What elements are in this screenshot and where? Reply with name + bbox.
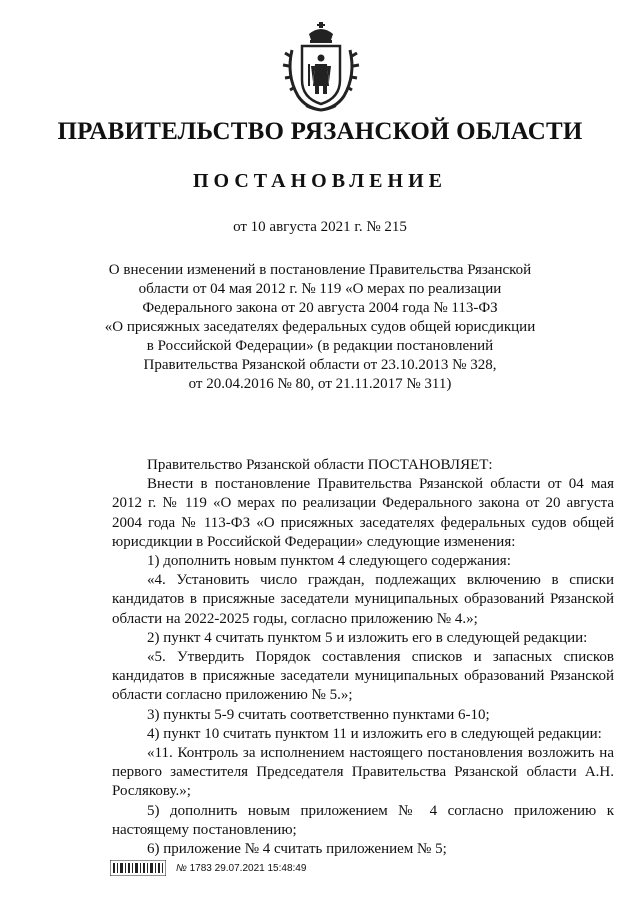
organization-title: ПРАВИТЕЛЬСТВО РЯЗАНСКОЙ ОБЛАСТИ	[57, 118, 583, 145]
list-item: 2) пункт 4 считать пунктом 5 и изложить его в следующей редакции:	[147, 629, 588, 646]
resolution-statement: Правительство Рязанской области ПОСТАНОВЛЯЕТ:	[147, 457, 493, 473]
list-item: 4) пункт 10 считать пунктом 11 и изложить его в следующей редакции:	[147, 725, 602, 742]
list-item: 6) приложение № 4 считать приложением № 5;	[147, 841, 447, 858]
subject-line: от 20.04.2016 № 80, от 21.11.2017 № 311)	[188, 376, 452, 392]
document-type: ПОСТАНОВЛЕНИЕ	[193, 170, 447, 192]
number-mark: №	[176, 863, 187, 874]
subject-line: О внесении изменений в постановление Правительства Рязанской	[108, 262, 532, 278]
quoted-paragraph: «4. Установить число граждан, подлежащих включению в списки кандидатов в присяжные заседатели муниципальных образований Рязанской области на 2022-2025 годы, согласно приложению № 4.»;	[112, 572, 614, 627]
quoted-paragraph: «5. Утвердить Порядок составления списков и запасных списков кандидатов в присяжные заседатели муниципальных образований Рязанской области согласно приложению № 5.»;	[112, 649, 614, 704]
subject-line: Правительства Рязанской области от 23.10.2013 № 328,	[143, 357, 497, 373]
list-item: 1) дополнить новым пунктом 4 следующего содержания:	[147, 553, 511, 570]
list-item: 3) пункты 5-9 считать соответственно пунктами 6-10;	[147, 706, 490, 723]
registration-footer	[110, 858, 370, 880]
coat-of-arms-icon	[282, 20, 360, 116]
subject-line: в Российской Федерации» (в редакции постановлений	[146, 338, 494, 354]
document-subject	[100, 261, 540, 394]
subject-line: «О присяжных заседателях федеральных судов общей юрисдикции	[104, 319, 536, 335]
document-body	[112, 456, 614, 859]
list-item: 5) дополнить новым приложением № 4 согласно приложению к настоящему постановлению;	[112, 802, 614, 838]
quoted-paragraph: «11. Контроль за исполнением настоящего постановления возложить на первого заместителя Председателя Правительства Рязанской области А.Н. Рослякову.»;	[112, 745, 614, 800]
subject-line: Федерального закона от 20 августа 2004 года № 113-ФЗ	[142, 300, 498, 316]
registration-stamp	[176, 863, 306, 874]
body-paragraph: Внести в постановление Правительства Рязанской области от 04 мая 2012 г. № 119 «О мерах по реализации Федерального закона от 20 августа 2004 года № 113-ФЗ «О присяжных заседателях федеральных судов общей юрисдикции в Российской Федерации» следующие изменения:	[112, 476, 614, 550]
barcode-icon	[110, 860, 166, 876]
subject-line: области от 04 мая 2012 г. № 119 «О мерах по реализации	[138, 281, 502, 297]
document-date-number: от 10 августа 2021 г. № 215	[233, 219, 407, 235]
registration-number: 1783 29.07.2021 15:48:49	[189, 863, 307, 874]
